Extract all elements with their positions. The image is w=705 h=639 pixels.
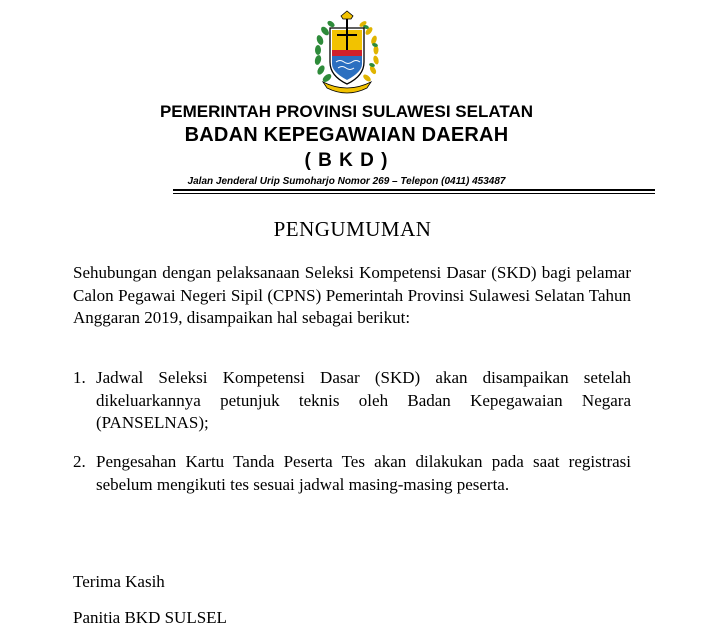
closing-thanks: Terima Kasih [73, 572, 165, 591]
closing-signature: Panitia BKD SULSEL [73, 608, 227, 627]
letterhead-acronym: ( B K D ) [304, 150, 389, 171]
letterhead-address: Jalan Jenderal Urip Sumoharjo Nomor 269 – Telepon (0411) 453487 [187, 176, 506, 187]
list-item-number: 2. [73, 452, 86, 471]
letterhead-agency: BADAN KEPEGAWAIAN DAERAH [184, 124, 509, 146]
announcement-title: PENGUMUMAN [273, 217, 432, 241]
letterhead-divider-thick [173, 189, 655, 191]
list-item-number: 1. [73, 368, 86, 387]
letterhead-government: PEMERINTAH PROVINSI SULAWESI SELATAN [159, 102, 534, 121]
list-item-text: Pengesahan Kartu Tanda Peserta Tes akan dilakukan pada saat registrasi sebelum mengikuti tes sesuai jadwal masing-masing peserta. [96, 452, 631, 494]
intro-paragraph: Sehubungan dengan pelaksanaan Seleksi Kompetensi Dasar (SKD) bagi pelamar Calon Pegawai Negeri Sipil (CPNS) Pemerintah Provinsi Sulawesi Selatan Tahun Anggaran 2019, disampaikan hal sebagai berikut: [73, 263, 631, 328]
provincial-emblem-logo [309, 10, 385, 94]
letterhead-divider-thin [173, 193, 655, 194]
list-item-text: Jadwal Seleksi Kompetensi Dasar (SKD) akan disampaikan setelah dikeluarkannya petunjuk teknis oleh Badan Kepegawaian Negara (PANSELNAS); [96, 368, 631, 433]
